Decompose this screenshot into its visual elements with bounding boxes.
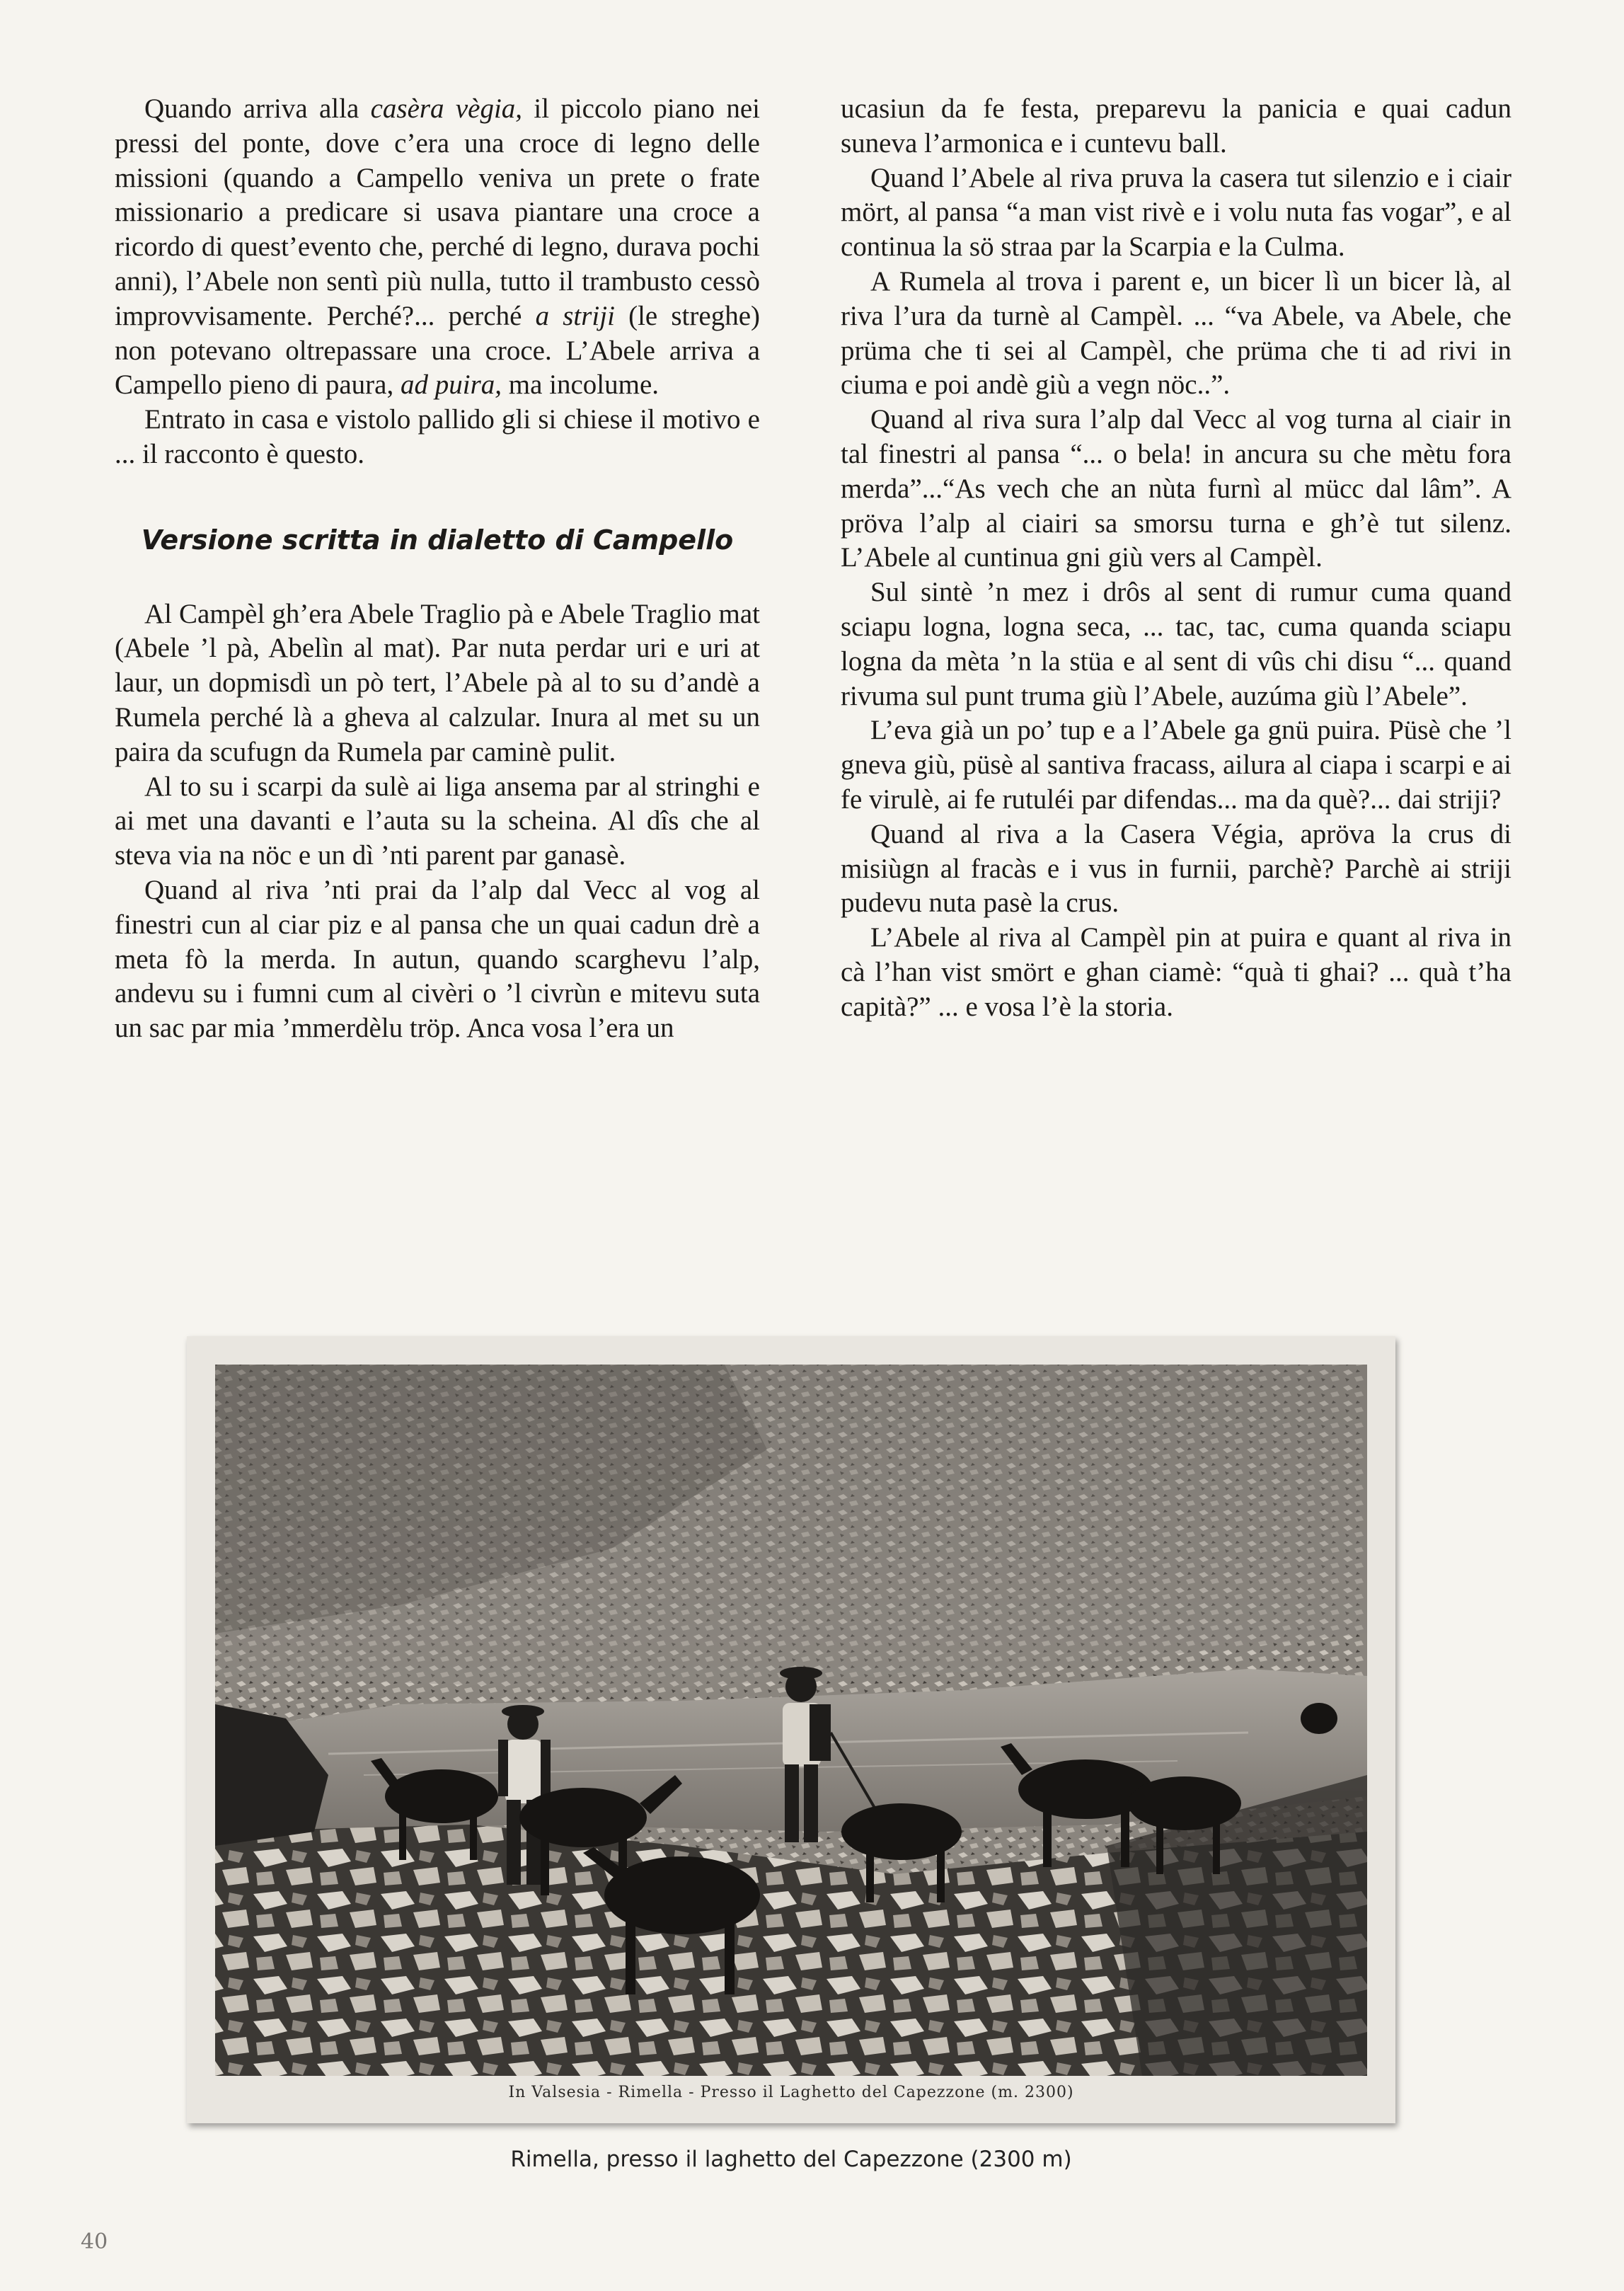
paragraph: L’eva già un po’ tup e a l’Abele ga gnü puira. Püsè che ’l gneva giù, püsè al santiva fracass, ailura al ciapa i scarpi e ai fe virulè, ai fe rutuléi par difendas... ma da què?... dai striji? (841, 715, 1511, 815)
paragraph: Quand al riva a la Casera Végia, apröva la crus di misiùgn al fracàs e i vus in furnii, parchè? Parchè ai striji pudevu nuta pasè la crus. (841, 818, 1511, 919)
section-heading: Versione scritta in dialetto di Campello (141, 524, 734, 556)
paragraph: Quando arriva alla casèra vègia, il piccolo piano nei pressi del ponte, dove c’era una croce di legno delle missioni (quando a Campello veniva un prete o frate missionario a predicare si usava piantare una croce a ricordo di quest’evento che, perché di legno, durava pochi anni), l’Abele non sentì più nulla, tutto il trambusto cessò improvvisamente. Perché?... perché a striji (le streghe) non potevano oltrepassare una croce. L’Abele arriva a Campello pieno di paura, ad puira, ma incolume. (115, 93, 760, 401)
paragraph: L’Abele al riva al Campèl pin at puira e quant al riva in cà l’han vist smört e ghan ciamè: “quà ti ghai? ... quà t’ha capità?” ... e vosa l’è la storia. (841, 922, 1511, 1022)
paragraph: A Rumela al trova i parent e, un bicer lì un bicer là, al riva l’ura da turnè al Campèl. ... “va Abele, va Abele, che prüma che ti sei al Campèl, che prüma che ti ad rivi in ciuma e poi andè giù a vegn nöc..”. (841, 265, 1511, 401)
goats-at-mountain-lake-image (187, 1336, 1395, 2123)
figure-caption: Rimella, presso il laghetto del Capezzone (2300 m) (510, 2147, 1072, 2172)
paragraph: Sul sintè ’n mez i drôs al sent di rumur cuma quand sciapu logna, logna seca, ... tac, tac, cuma quanda sciapu logna da mèta ’n la stüa e al sent di vûs chi disu “... quand rivuma sul punt truma giù l’Abele, auzúma giù l’Abele”. (841, 577, 1511, 711)
paragraph: ucasiun da fe festa, preparevu la panicia e quai cadun suneva l’armonica e i cuntevu ball. (841, 93, 1511, 159)
paragraph: Al to su i scarpi da sulè ai liga ansema par al stringhi e ai met una davanti e l’auta su la scheina. Al dîs che al steva via na nöc e un dì ’nti parent par ganasè. (115, 771, 760, 871)
left-text-column (115, 92, 760, 1046)
postcard-caption: In Valsesia - Rimella - Presso il Laghetto del Capezzone (m. 2300) (508, 2084, 1074, 2101)
right-text-column (841, 92, 1511, 1025)
paragraph: Quand al riva ’nti prai da l’alp dal Vecc al vog al finestri cun al ciar piz e al pansa che un quai cadun drè a meta fò la merda. In autun, quando scarghevu l’alp, andevu su i fumni cum al civèri o ’l civrùn e mitevu suta un sac par mia ’mmerdèlu tröp. Anca vosa l’era un (115, 874, 760, 1044)
paragraph: Al Campèl gh’era Abele Traglio pà e Abele Traglio mat (Abele ’l pà, Abelìn al mat). Par nuta perdar uri e uri at laur, un dopmisdì un pò tert, l’Abele pà al to su d’andè a Rumela perché là a gheva al calzular. Inura al met su un paira da scufugn da Rumela par caminè pulit. (115, 598, 760, 767)
postcard-photo (187, 1336, 1395, 2123)
paragraph: Entrato in casa e vistolo pallido gli si chiese il motivo e ... il racconto è questo. (115, 404, 760, 469)
paragraph: Quand al riva sura l’alp dal Vecc al vog turna al ciair in tal finestri al pansa “... o bela! in ancura su che mètu fora merda”...“As vech che an nùta furnì al mücc dal lâm”. A pröva l’alp al ciairi sa smorsu turna e gh’è tut silenz. L’Abele al cuntinua gni giù vers al Campèl. (841, 404, 1511, 573)
paragraph: Quand l’Abele al riva pruva la casera tut silenzio e i ciair mört, al pansa “a man vist rivè e i volu nuta fas vogar”, e al continua la sö straa par la Scarpia e la Culma. (841, 162, 1511, 263)
page-number: 40 (81, 2229, 108, 2254)
